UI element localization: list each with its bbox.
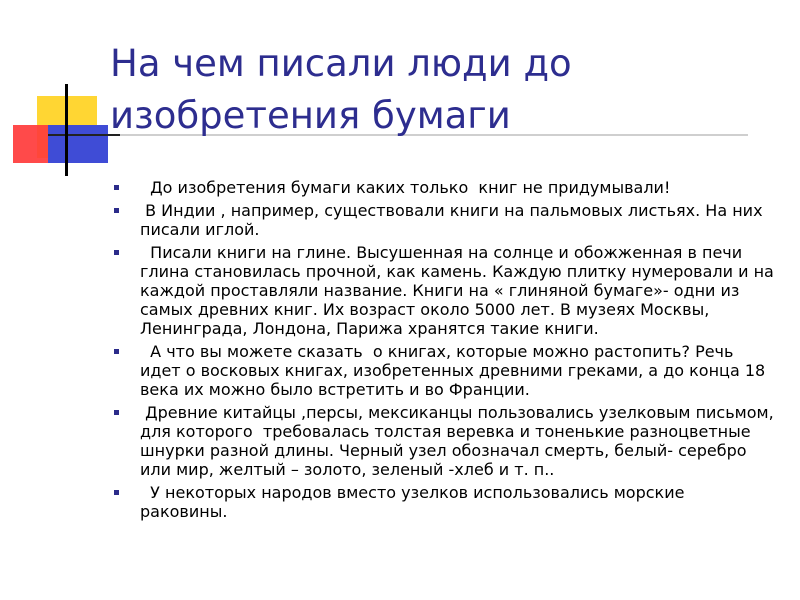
- bullet-text: А что вы можете сказать о книгах, которые можно растопить? Речь идет о восковых книгах, изобретенных древними греками, а до конца 18 века их можно было встретить и во Франции.: [140, 342, 771, 399]
- bullet-item: [114, 403, 779, 479]
- bullet-text: В Индии , например, существовали книги на пальмовых листьях. На них писали иглой.: [140, 201, 768, 239]
- bullet-text: Писали книги на глине. Высушенная на солнце и обожженная в печи глина становилась прочной, как камень. Каждую плитку нумеровали и на каждой проставляли название. Книги на « глиняной бумаге»- одни из самых древних книг. Их возраст около 5000 лет. В музеях Москвы, Ленинграда, Лондона, Парижа хранятся такие книги.: [140, 243, 779, 338]
- bullet-item: [114, 201, 774, 239]
- decorative-vertical-line: [65, 84, 68, 176]
- slide-title: [110, 38, 770, 142]
- bullet-square-icon: [114, 410, 119, 415]
- bullet-item: [114, 178, 774, 197]
- bullet-text: До изобретения бумаги каких только книг не придумывали!: [140, 178, 671, 197]
- bullet-square-icon: [114, 490, 119, 495]
- bullet-square-icon: [114, 185, 119, 190]
- bullet-square-icon: [114, 250, 119, 255]
- bullet-item: [114, 342, 774, 399]
- bullet-list: [114, 178, 779, 525]
- decorative-blue-block: [48, 125, 108, 163]
- slide-title-line-2: изобретения бумаги: [110, 94, 511, 137]
- bullet-text: Древние китайцы ,персы, мексиканцы пользовались узелковым письмом, для которого требовалась толстая веревка и тоненькие разноцветные шнурки разной длины. Черный узел обозначал смерть, белый- серебро или мир, желтый – золото, зеленый -хлеб и т. п..: [140, 403, 779, 479]
- slide-title-line-1: На чем писали люди до: [110, 42, 572, 85]
- bullet-item: [114, 483, 774, 521]
- bullet-square-icon: [114, 208, 119, 213]
- bullet-square-icon: [114, 349, 119, 354]
- bullet-item: [114, 243, 779, 338]
- bullet-text: У некоторых народов вместо узелков использовались морские раковины.: [140, 483, 690, 521]
